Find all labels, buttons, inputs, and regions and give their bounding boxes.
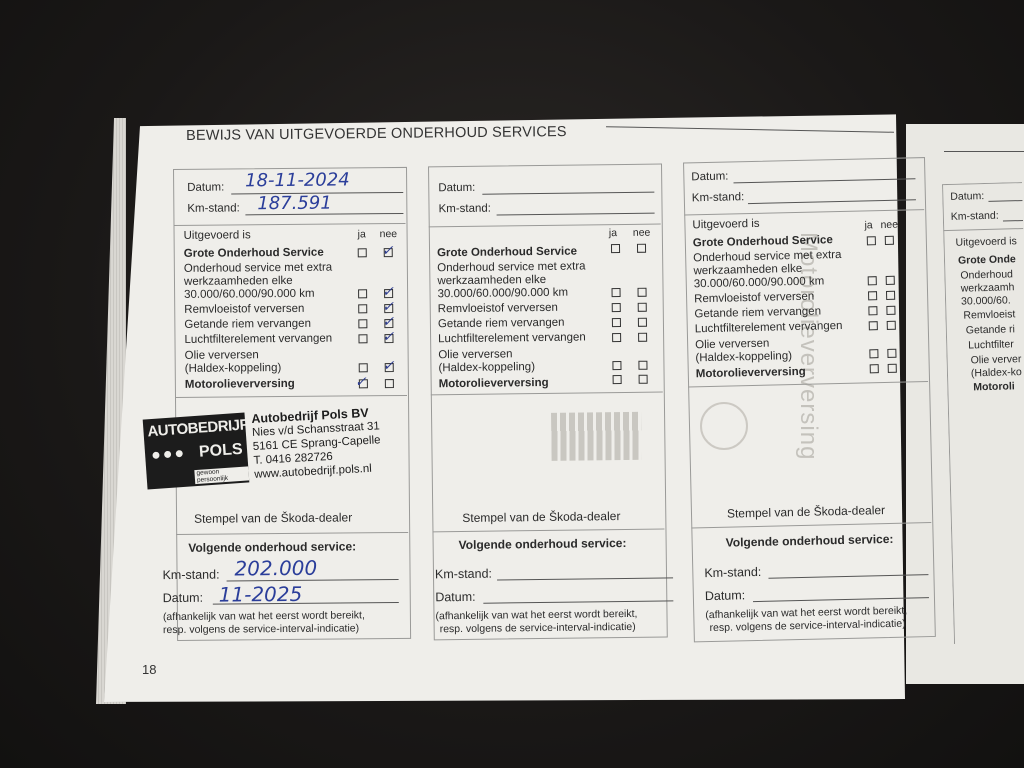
km-label: 30.000/60. xyxy=(960,294,1011,308)
volgende-label: Volgende onderhoud service: xyxy=(188,539,357,555)
onderhoud-extra-line2: werkzaamheden elke xyxy=(693,262,803,278)
nee-label: nee xyxy=(632,226,651,239)
nee-label: nee xyxy=(880,218,899,232)
uitgevoerd-label: Uitgevoerd is xyxy=(955,235,1017,249)
dealer-logo xyxy=(143,413,250,490)
extra-ja-checkbox[interactable] xyxy=(358,289,367,298)
km-stand-label: Km-stand: xyxy=(187,202,240,215)
uitgevoerd-label: Uitgevoerd is xyxy=(183,229,251,242)
getande-riem-label: Getande riem vervangen xyxy=(437,316,565,331)
volgende-km-label: Km-stand: xyxy=(434,566,493,582)
lucht-nee-mark: ✓ xyxy=(382,328,395,345)
luchtfilter-label: Luchtfilterelement vervangen xyxy=(184,332,333,346)
remvloeistof-label: Remvloeistof verversen xyxy=(437,301,558,316)
motorolie-ja-checkbox[interactable] xyxy=(870,364,879,373)
olie-label-line1: Olie verversen xyxy=(695,337,770,352)
nee-label: nee xyxy=(379,228,398,241)
riem-nee-mark: ✓ xyxy=(382,313,395,330)
ja-label: ja xyxy=(864,219,873,232)
grote-nee-mark: ✓ xyxy=(381,242,394,259)
extra-nee-mark: ✓ xyxy=(382,283,394,300)
datum-handwritten: 18-11-2024 xyxy=(245,169,350,192)
lucht-nee-checkbox[interactable] xyxy=(887,321,896,330)
logo-dots: ●●● xyxy=(150,444,187,465)
volgende-km-label: Km-stand: xyxy=(704,564,762,581)
olie-nee-checkbox[interactable] xyxy=(887,349,896,358)
extra-ja-checkbox[interactable] xyxy=(868,276,877,285)
rem-ja-checkbox[interactable] xyxy=(612,303,621,312)
km-stand-label: Km-stand: xyxy=(950,209,999,223)
datum-label: Datum: xyxy=(950,190,985,203)
olie-label-line1: Olie verversen xyxy=(438,348,513,362)
werkzaam-label: werkzaamh xyxy=(960,281,1015,295)
onderhoud-extra-line3: 30.000/60.000/90.000 km xyxy=(693,275,825,291)
riem-nee-checkbox[interactable] xyxy=(638,318,647,327)
motor-label: Motoroli xyxy=(973,380,1015,394)
ja-label: ja xyxy=(608,227,618,240)
onderhoud-extra-line2: werkzaamheden elke xyxy=(437,273,547,288)
olie-ja-checkbox[interactable] xyxy=(359,363,368,372)
onderhoud-extra-line1: Onderhoud service met extra xyxy=(437,260,586,275)
olie-nee-mark: ✓ xyxy=(382,357,395,374)
afhankelijk-line1: (afhankelijk van wat het eerst wordt bereikt, xyxy=(435,607,638,623)
olie-ja-checkbox[interactable] xyxy=(869,349,878,358)
lucht-ja-checkbox[interactable] xyxy=(869,321,878,330)
dealer-stamp xyxy=(145,405,385,512)
dealer-address xyxy=(251,405,382,482)
volgende-label: Volgende onderhoud service: xyxy=(725,531,894,550)
dealer-phone: T. 0416 282726 xyxy=(253,450,334,467)
km-stand-label: Km-stand: xyxy=(438,202,492,216)
uitgevoerd-label: Uitgevoerd is xyxy=(692,217,760,232)
olie-label-line2: (Haldex-koppeling) xyxy=(184,362,282,375)
motorolie-nee-checkbox[interactable] xyxy=(639,375,648,384)
motorolie-label: Motorolieverversing xyxy=(695,365,806,381)
olie-label-line1: Olie verversen xyxy=(184,349,259,362)
logo-subtitle: gewoon persoonlijk xyxy=(194,466,249,484)
dealer-city: 5161 CE Sprang-Capelle xyxy=(252,434,381,453)
olie-label-line2: (Haldex-koppeling) xyxy=(438,361,536,375)
onderhoud-extra-line1: Onderhoud service met extra xyxy=(183,261,333,275)
motorolie-nee-checkbox[interactable] xyxy=(385,379,394,388)
motorolie-label: Motorolieverversing xyxy=(184,377,295,391)
volgende-km-label: Km-stand: xyxy=(162,567,220,583)
extra-nee-checkbox[interactable] xyxy=(638,288,647,297)
lucht-nee-checkbox[interactable] xyxy=(638,333,647,342)
onderhoud-extra-line3: 30.000/60.000/90.000 km xyxy=(184,287,315,301)
remvloeistof-label: Remvloeistof verversen xyxy=(184,302,305,316)
rem-ja-checkbox[interactable] xyxy=(868,291,877,300)
km-stand-handwritten: 187.591 xyxy=(257,192,332,215)
onderhoud-extra-line2: werkzaamheden elke xyxy=(183,274,293,288)
logo-text-2: POLS xyxy=(198,440,244,461)
getande-riem-label: Getande riem vervangen xyxy=(184,317,311,331)
lucht-label: Luchtfilter xyxy=(968,338,1014,352)
grote-onderhoud-label: Grote Onderhoud Service xyxy=(692,234,833,250)
rem-ja-checkbox[interactable] xyxy=(358,304,367,313)
getande-riem-label: Getande riem vervangen xyxy=(694,305,822,321)
rem-nee-checkbox[interactable] xyxy=(886,291,895,300)
dealer-street: Nies v/d Schansstraat 31 xyxy=(251,420,381,439)
volgende-datum-label: Datum: xyxy=(435,589,476,605)
riem-nee-checkbox[interactable] xyxy=(886,306,895,315)
olie-ja-checkbox[interactable] xyxy=(612,361,621,370)
haldex-label: (Haldex-ko xyxy=(970,366,1022,380)
volgende-datum-label: Datum: xyxy=(162,590,204,606)
onderhoud-extra-line1: Onderhoud service met extra xyxy=(693,248,842,265)
extra-nee-checkbox[interactable] xyxy=(886,276,895,285)
datum-label: Datum: xyxy=(187,181,225,194)
olie-label-line2: (Haldex-koppeling) xyxy=(695,350,793,365)
grote-ja-checkbox[interactable] xyxy=(867,236,876,245)
motorolie-nee-checkbox[interactable] xyxy=(888,364,897,373)
afhankelijk-line2: resp. volgens de service-interval-indicatie) xyxy=(709,617,906,635)
luchtfilter-label: Luchtfilterelement vervangen xyxy=(438,331,586,346)
motorolie-ja-checkbox[interactable] xyxy=(613,375,622,384)
faded-stamp-block xyxy=(551,412,642,461)
next-page-title-rule xyxy=(944,151,1024,152)
ja-label: ja xyxy=(357,228,366,241)
datum-label: Datum: xyxy=(691,170,729,184)
getande-label: Getande ri xyxy=(965,323,1016,337)
volgende-km-handwritten: 202.000 xyxy=(234,555,318,581)
volgende-datum-label: Datum: xyxy=(704,588,746,604)
onderhoud-extra-line3: 30.000/60.000/90.000 km xyxy=(437,286,569,301)
km-stand-label: Km-stand: xyxy=(691,191,745,205)
onderhoud-label: Onderhoud xyxy=(960,268,1014,282)
stempel-label: Stempel van de Škoda-dealer xyxy=(726,503,886,521)
extra-ja-checkbox[interactable] xyxy=(612,288,621,297)
grote-onderhoud-label: Grote Onderhoud Service xyxy=(436,245,578,260)
grote-label: Grote Onde xyxy=(957,253,1016,267)
motorolie-label: Motorolieverversing xyxy=(438,376,549,391)
logo-text-1: AUTOBEDRIJF xyxy=(146,416,249,441)
volgende-label: Volgende onderhoud service: xyxy=(458,535,627,553)
olie-label: Olie verver xyxy=(970,353,1022,367)
lucht-ja-checkbox[interactable] xyxy=(612,333,621,342)
datum-label: Datum: xyxy=(438,181,476,195)
remvloeistof-label: Remvloeistof verversen xyxy=(693,290,815,306)
show-through-text: Motorolieverversing xyxy=(795,232,822,461)
dealer-web: www.autobedrijf.pols.nl xyxy=(253,462,373,481)
luchtfilter-label: Luchtfilterelement vervangen xyxy=(694,319,843,336)
rem-nee-mark: ✓ xyxy=(382,298,395,315)
riem-ja-checkbox[interactable] xyxy=(868,306,877,315)
rem-label: Remvloeist xyxy=(963,308,1016,322)
page-number: 18 xyxy=(142,662,157,677)
afhankelijk-line2: resp. volgens de service-interval-indicatie) xyxy=(162,622,360,637)
motorolie-ja-mark: ✓ xyxy=(354,373,367,390)
riem-ja-checkbox[interactable] xyxy=(358,319,367,328)
grote-nee-checkbox[interactable] xyxy=(885,236,894,245)
lucht-ja-checkbox[interactable] xyxy=(358,334,367,343)
rem-nee-checkbox[interactable] xyxy=(638,303,647,312)
afhankelijk-line1: (afhankelijk van wat het eerst wordt bereikt, xyxy=(705,604,908,622)
afhankelijk-line2: resp. volgens de service-interval-indicatie) xyxy=(439,620,636,636)
page-title: BEWIJS VAN UITGEVOERDE ONDERHOUD SERVICES xyxy=(186,124,567,144)
grote-onderhoud-label: Grote Onderhoud Service xyxy=(183,246,324,260)
dealer-name: Autobedrijf Pols BV xyxy=(251,405,369,426)
stempel-label: Stempel van de Škoda-dealer xyxy=(193,510,353,526)
grote-ja-checkbox[interactable] xyxy=(358,248,367,257)
service-card-4-partial xyxy=(942,182,1024,644)
olie-nee-checkbox[interactable] xyxy=(638,361,647,370)
volgende-datum-handwritten: 11-2025 xyxy=(218,581,303,607)
stempel-label: Stempel van de Škoda-dealer xyxy=(462,509,621,525)
grote-ja-checkbox[interactable] xyxy=(611,244,620,253)
afhankelijk-line1: (afhankelijk van wat het eerst wordt bereikt, xyxy=(162,609,365,624)
riem-ja-checkbox[interactable] xyxy=(612,318,621,327)
grote-nee-checkbox[interactable] xyxy=(637,244,646,253)
